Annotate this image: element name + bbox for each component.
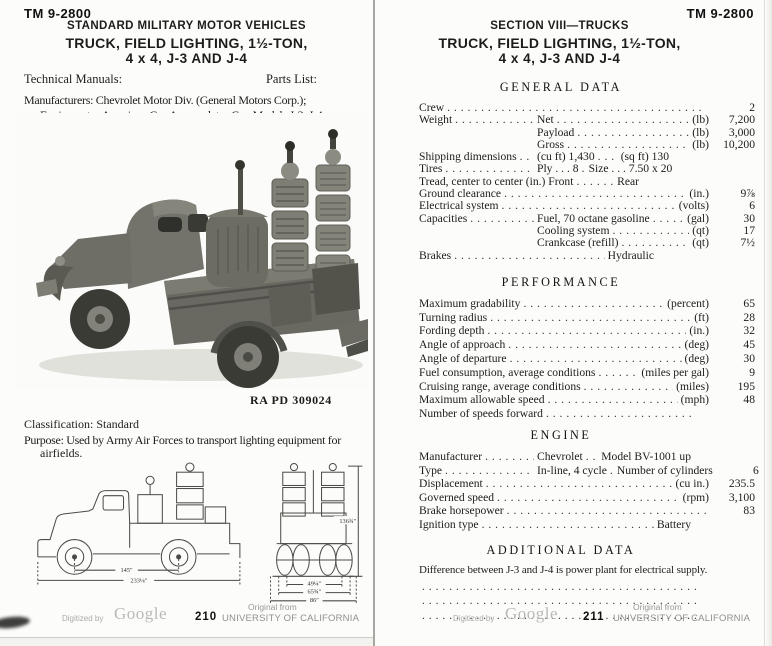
university-watermark: UNIVERSITY OF CALIFORNIA	[613, 613, 751, 624]
row-label: Type	[419, 463, 443, 477]
left-title-line1: TRUCK, FIELD LIGHTING, 1½-TON,	[65, 35, 308, 51]
row-label: Tires	[419, 163, 443, 176]
scan-right-edge	[764, 0, 772, 646]
row-label: Capacities	[419, 212, 468, 225]
row-unit: Hydraulic	[607, 248, 654, 262]
row-value: 6	[753, 463, 759, 477]
row-label: Number of speeds forward	[419, 407, 543, 421]
row-label: Crew	[419, 101, 445, 114]
classification-line: Classification: Standard	[24, 417, 139, 431]
row-unit: (qt)	[692, 223, 709, 237]
dot-leader	[455, 114, 534, 126]
row-mid: Gross	[537, 137, 565, 151]
row-unit: Model BV-1001 up	[601, 450, 691, 464]
row-value: 45	[743, 338, 755, 352]
doc-number-left: TM 9-2800	[24, 6, 92, 21]
row-mid: Crankcase (refill)	[537, 236, 619, 250]
dot-leader	[508, 338, 681, 352]
general-data-heading: GENERAL DATA	[499, 80, 623, 94]
dot-leader	[507, 504, 706, 518]
row-unit: (volts)	[678, 199, 709, 213]
dot-leader	[584, 380, 674, 394]
right-title-line1: TRUCK, FIELD LIGHTING, 1½-TON,	[438, 35, 681, 51]
dim-tread-width: 49¼″	[307, 580, 322, 588]
row-unit: (miles per gal)	[641, 365, 709, 379]
row-label: Maximum gradability	[419, 296, 521, 310]
row-label: Ground clearance	[419, 187, 502, 201]
technical-manuals-label: Technical Manuals:	[24, 72, 123, 86]
row-unit: (cu in.)	[675, 477, 709, 491]
general-data-table	[419, 102, 755, 262]
dot-leader	[490, 311, 691, 325]
dim-overall-height: 136¾″	[339, 518, 357, 526]
engine-table	[419, 450, 759, 532]
dim-wheelbase: 145″	[120, 567, 133, 575]
dot-leader	[485, 450, 534, 464]
table-row	[419, 477, 755, 491]
row-value: 30	[743, 352, 755, 366]
label-cell	[419, 464, 537, 478]
table-row	[419, 518, 755, 532]
dot-leader	[557, 114, 690, 126]
row-label: Angle of departure	[419, 352, 507, 366]
row-mid: Ply . . . 8	[537, 162, 579, 176]
row-value: 9⅞	[740, 187, 755, 201]
digitized-by-watermark: Digitized by	[453, 614, 495, 623]
dot-leader	[445, 163, 534, 175]
dot-leader	[482, 518, 654, 532]
row-value: 83	[743, 504, 755, 518]
section-title: SECTION VIII—TRUCKS	[490, 20, 629, 32]
row-value: 65	[743, 296, 755, 310]
table-row	[419, 594, 755, 609]
dot-leader	[523, 297, 664, 311]
row-label: Fuel consumption, average conditions	[419, 365, 596, 379]
table-row	[419, 250, 755, 262]
row-value: 235.5	[728, 477, 755, 491]
row-mid: Fuel, 70 octane gasoline	[537, 211, 650, 225]
dot-leader	[576, 176, 614, 188]
label-cell	[419, 151, 537, 163]
row-mid: In-line, 4 cycle	[537, 463, 607, 477]
row-mid: Chevrolet	[537, 450, 583, 464]
row-value: 7,200	[728, 113, 755, 127]
table-row	[419, 393, 755, 407]
dot-leader	[502, 200, 676, 212]
row-mid: (cu ft) 1,430	[537, 150, 595, 164]
original-from-watermark: Original from	[633, 602, 682, 612]
google-watermark: Google	[505, 604, 559, 623]
dot-leader	[586, 450, 599, 464]
row-mid: Payload	[537, 125, 575, 139]
additional-data-heading: ADDITIONAL DATA	[486, 542, 636, 557]
row-label: Governed speed	[419, 490, 495, 504]
label-cell	[419, 450, 537, 464]
row-mid: Net	[537, 113, 554, 127]
row-unit: (mph)	[680, 393, 709, 407]
digitized-by-watermark: Digitized by	[62, 614, 104, 623]
dot-leader	[548, 393, 678, 407]
dot-leader	[577, 127, 689, 139]
row-unit: (lb)	[692, 125, 709, 139]
table-row	[419, 407, 755, 421]
row-value: 48	[743, 393, 755, 407]
table-row	[419, 200, 755, 212]
dot-leader	[582, 163, 586, 175]
row-label: Displacement	[419, 477, 483, 491]
table-row	[419, 311, 755, 325]
row-label: Brakes	[419, 248, 452, 262]
row-unit: (deg)	[684, 338, 709, 352]
table-row	[419, 491, 755, 505]
dim-body-width: 65¾″	[307, 588, 322, 596]
dot-leader	[610, 464, 614, 478]
row-label: Fording depth	[419, 324, 485, 338]
performance-table	[419, 297, 755, 421]
dot-leader	[520, 151, 534, 163]
dim-overall-width: 86″	[309, 596, 319, 604]
table-row	[419, 352, 755, 366]
dot-leader	[487, 324, 686, 338]
purpose-line2: airfields.	[40, 446, 83, 460]
row-unit: Rear	[617, 174, 639, 188]
row-unit: (in.)	[689, 187, 709, 201]
table-row	[419, 151, 755, 163]
row-unit: (rpm)	[682, 490, 709, 504]
dot-leader	[621, 237, 689, 249]
dot-leader	[612, 225, 689, 237]
row-unit: Battery	[656, 518, 691, 531]
table-row	[419, 463, 759, 478]
dot-leader	[445, 464, 534, 478]
row-unit: (ft)	[694, 310, 709, 324]
row-label: Manufacturer	[419, 450, 483, 464]
dot-leader	[497, 491, 680, 505]
university-watermark: UNIVERSITY OF CALIFORNIA	[222, 613, 360, 624]
row-value: 30	[743, 211, 755, 225]
right-title-line2: 4 x 4, J-3 AND J-4	[498, 51, 621, 66]
manufacturers-line1: Manufacturers: Chevrolet Motor Div. (General Motors Corp.);	[24, 93, 307, 107]
label-cell	[419, 213, 537, 225]
row-value: 7½	[740, 236, 755, 250]
truck-photo	[16, 112, 368, 390]
photo-caption: RA PD 309024	[250, 393, 332, 407]
table-row	[419, 114, 755, 126]
row-value: 3,000	[728, 125, 755, 139]
row-value: 9	[749, 365, 755, 379]
row-label: Tread, center to center (in.) Front	[419, 174, 574, 188]
row-label: Weight	[419, 114, 453, 127]
dot-leader	[510, 352, 682, 366]
dot-leader	[422, 580, 696, 595]
row-mid: Cooling system	[537, 223, 610, 237]
row-unit: (miles)	[676, 379, 709, 393]
page-number-right: 211	[583, 611, 605, 623]
original-from-watermark: Original from	[248, 602, 297, 612]
row-unit: (lb)	[692, 137, 709, 151]
table-row	[419, 504, 755, 518]
additional-data-note: Difference between J-3 and J-4 is power plant for electrical supply.	[419, 563, 708, 576]
row-label: Maximum allowable speed	[419, 393, 545, 407]
row-label: Angle of approach	[419, 338, 506, 352]
dot-leader	[504, 188, 686, 200]
row-value: 32	[743, 324, 755, 338]
page-gutter	[373, 0, 375, 646]
row-unit: (lb)	[692, 113, 709, 127]
dim-overall-length: 233⅛″	[130, 577, 148, 585]
parts-list-label: Parts List:	[265, 72, 317, 86]
row-value: 195	[737, 379, 755, 393]
row-label: Cruising range, average conditions	[419, 379, 581, 393]
row-label: Turning radius	[419, 310, 488, 324]
table-row	[419, 380, 755, 394]
dot-leader	[470, 213, 534, 225]
row-value: 28	[743, 310, 755, 324]
label-cell	[419, 114, 537, 126]
row-unit: (deg)	[684, 352, 709, 366]
dot-leader	[447, 102, 706, 114]
row-value: 2	[749, 101, 755, 114]
row-value: 17	[743, 223, 755, 237]
engine-heading: ENGINE	[530, 428, 592, 443]
technical-manuals-row	[0, 72, 373, 87]
purpose-line1: Purpose: Used by Army Air Forces to transport lighting equipment for	[24, 433, 341, 447]
dot-leader	[598, 366, 638, 380]
row-unit: (sq ft) 130	[620, 150, 669, 164]
row-value: 10,200	[723, 137, 755, 151]
row-unit: Size . . . 7.50 x 20	[588, 162, 673, 176]
table-row	[419, 297, 755, 311]
table-row	[419, 450, 755, 464]
dot-leader	[486, 477, 673, 491]
left-title-line2: 4 x 4, J-3 AND J-4	[125, 51, 248, 66]
dot-leader	[653, 213, 684, 225]
row-label: Ignition type	[419, 518, 479, 531]
row-unit: (percent)	[667, 296, 709, 310]
dimension-drawing	[26, 462, 366, 610]
row-unit: (qt)	[692, 236, 709, 250]
table-row	[419, 580, 755, 595]
table-row	[419, 324, 755, 338]
dot-leader	[546, 407, 696, 421]
table-row	[419, 338, 755, 352]
spec-tables	[375, 80, 772, 623]
doc-number-right: TM 9-2800	[686, 6, 754, 21]
label-cell	[419, 163, 537, 175]
performance-heading: PERFORMANCE	[501, 274, 621, 289]
table-row	[419, 237, 755, 249]
row-label: Shipping dimensions	[419, 151, 517, 164]
row-label: Electrical system	[419, 199, 499, 213]
series-title: STANDARD MILITARY MOTOR VEHICLES	[67, 20, 306, 32]
row-unit: (in.)	[689, 324, 709, 338]
page-bottom-band	[0, 638, 373, 646]
row-unit: (gal)	[687, 211, 709, 225]
dot-leader	[454, 250, 604, 262]
row-value: 6	[749, 199, 755, 213]
page-number-left: 210	[195, 611, 218, 623]
table-row	[419, 366, 755, 380]
right-page	[375, 0, 772, 646]
table-row	[419, 163, 755, 175]
left-page	[0, 0, 373, 646]
row-unit: Number of cylinders	[616, 463, 713, 477]
scan-smudge	[0, 615, 30, 630]
row-label: Brake horsepower	[419, 504, 504, 518]
google-watermark: Google	[114, 604, 168, 623]
row-value: 3,100	[728, 490, 755, 504]
